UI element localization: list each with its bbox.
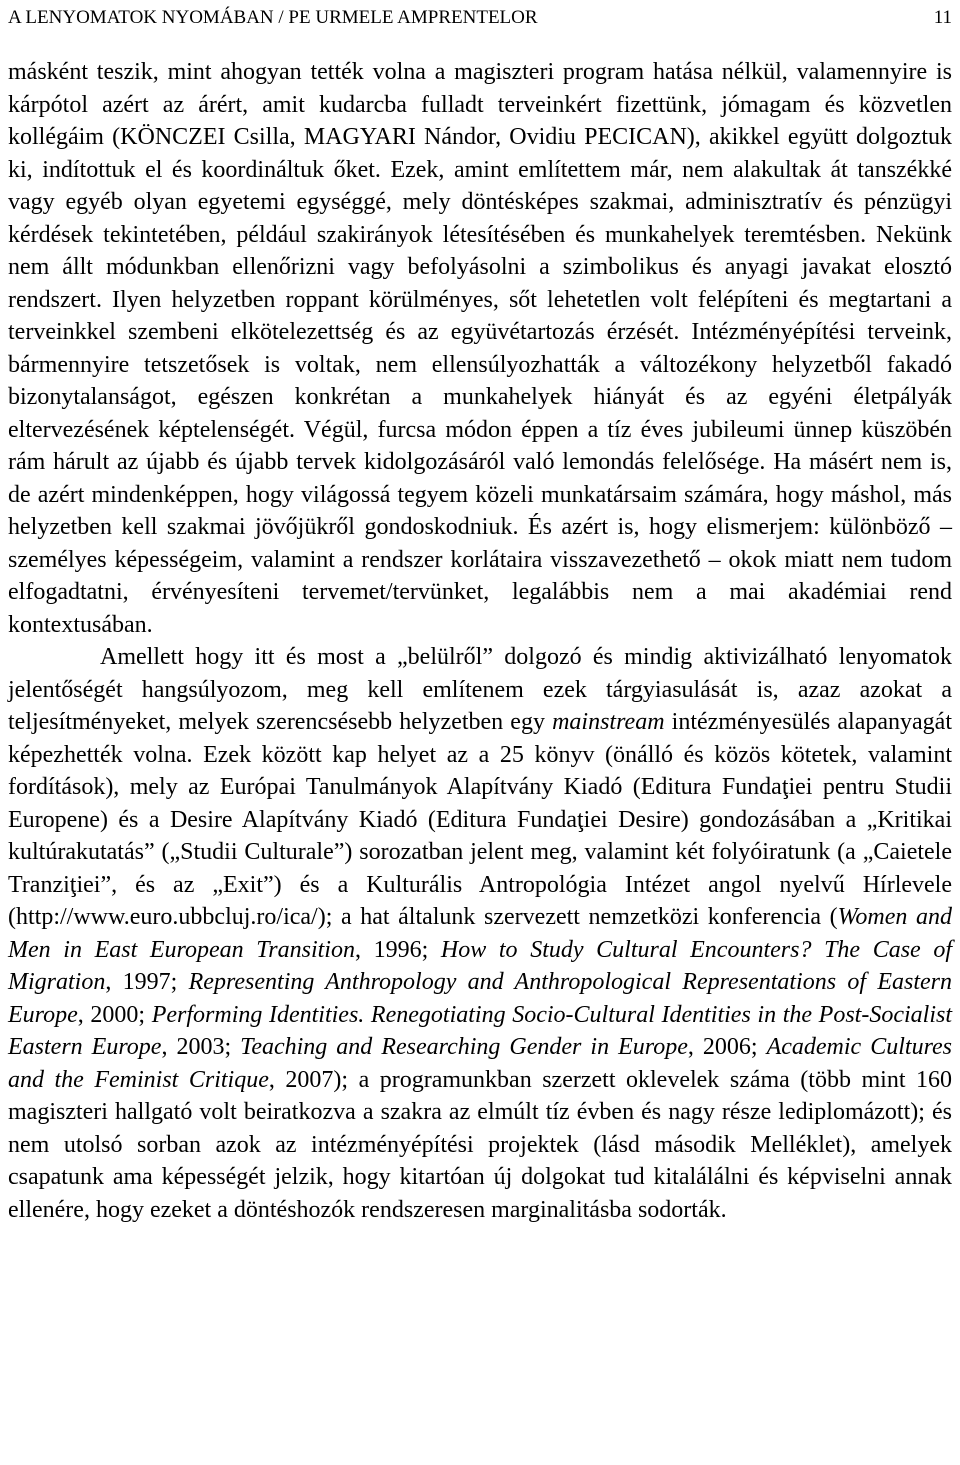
page-header [8,4,952,32]
conference-title: Representing Anthropology and Anthropological Representations of Eastern Europe [8,969,952,1028]
conference-title: How to Study Cultural Encounters? The Case of Migration [8,936,952,995]
conference-title: Academic Cultures and the Feminist Critique [8,1034,953,1093]
paragraph-continuation: másként teszik, mint ahogyan tették volna a magiszteri program hatása nélkül, valamennyire is kárpótol azért az árért, amit kudarcba fulladt terveinkért fizettünk, jómagam és közvetlen kollégáim (KÖNCZEI Csilla, MAGYARI Nándor, Ovidiu PECICAN), akikkel együtt dolgoztuk ki, indítottuk el és koordináltuk őket. Ezek, amint említettem már, nem alakultak át tanszékké vagy egyéb olyan egyetemi egységgé, mely döntésképes szakmai, adminisztratív és pénzügyi kérdések tekintetében, például szakirányok létesítésében és munkahelyek teremtésben. Nekünk nem állt módunkban ellenőrizni vagy befolyásolni a szimbolikus és anyagi javakat elosztó rendszert. Ilyen helyzetben roppant körülményes, sőt lehetetlen volt felépíteni és megtartani a terveinkkel szembeni elkötelezettség és az együvétartozás érzését. Intézményépítési terveink, bármennyire tetszetősek is voltak, nem ellensúlyozhatták a változékony helyzetből fakadó bizonytalanságot, egészen konkrétan a munkahelyek hiányát és az egyéni életpályák eltervezésének képtelenségét. Végül, furcsa módon éppen a tíz éves jubileumi ünnep küszöbén rám hárult az újabb és újabb tervek kidolgozásáról való lemondás felelősége. Ha másért nem is, de azért mindenképpen, hogy világossá tegyem közeli munkatársaim számára, hogy máshol, más helyzetben kell szakmai jövőjükről gondoskodniuk. És azért is, hogy elismerjem: különböző – személyes képességeim, valamint a rendszer korlátaira visszavezethető – okok miatt nem tudom elfogadtatni, érvényesíteni tervemet/tervünket, legalábbis nem a mai akadémiai rend kontextusában. [8,59,952,638]
conference-title: Women and Men in East European Transition [8,904,952,963]
body-text [8,56,952,1226]
text-run: , 1996; [354,936,441,963]
paragraph-publications [8,641,952,1226]
text-run: , 2006; [687,1034,767,1060]
text-run: , 2003; [161,1034,241,1060]
conference-title: Performing Identities. Renegotiating Socio-Cultural Identities in the Post-Socialist Eastern Europe [8,1001,953,1060]
text-run: , 2000; [77,1001,152,1028]
text-run: , 2007); a programunkban szerzett oklevelek száma (több mint 160 magiszteri hallgató volt beiratkozva a szakra az elmúlt tíz évben és nagy része lediplomázott); és nem utolsó sorban azok az intézményépítési projektek (lásd második Melléklet), amelyek csapatunk ama képességét jelzik, hogy kitartóan új dolgokat tud kitalálálni és képviselni annak ellenére, hogy ezeket a döntéshozók rendszeresen marginalitásba sodorták. [8,1066,953,1223]
running-title: A LENYOMATOK NYOMÁBAN / PE URMELE AMPRENTELOR [8,7,538,28]
text-run: intézményesülés alapanyagát képezhették volna. Ezek között kap helyet az a 25 könyv (önálló és közös kötetek, valamint fordítások), mely az Európai Tanulmányok Alapítvány Kiadó (Editura Fundaţiei pentru Studii Europene) és a Desire Alapítvány Kiadó (Editura Fundaţiei Desire) gondozásában a „Kritikai kultúrakutatás” („Studii Culturale”) sorozatban jelent meg, valamint két folyóiratunk (a „Caietele Tranziţiei”, és az „Exit”) és a Kulturális Antropológia Intézet angol nyelvű Hírlevele (http://www.euro.ubbcluj.ro/ica/); a hat általunk szervezett nemzetközi konferencia ( [8,709,952,930]
text-run: Amellett hogy itt és most a „belülről” dolgozó és mindig aktivizálható lenyomatok jelentőségét hangsúlyozom, meg kell említenem ezek tárgyiasulását is, azaz azokat a teljesítményeket, melyek szerencsésebb helyzetben egy [8,644,952,735]
conference-title: Teaching and Researching Gender in Europe [240,1034,688,1060]
text-run: , 1997; [105,969,189,995]
italic-term: mainstream [552,709,665,735]
page-number: 11 [933,7,952,28]
